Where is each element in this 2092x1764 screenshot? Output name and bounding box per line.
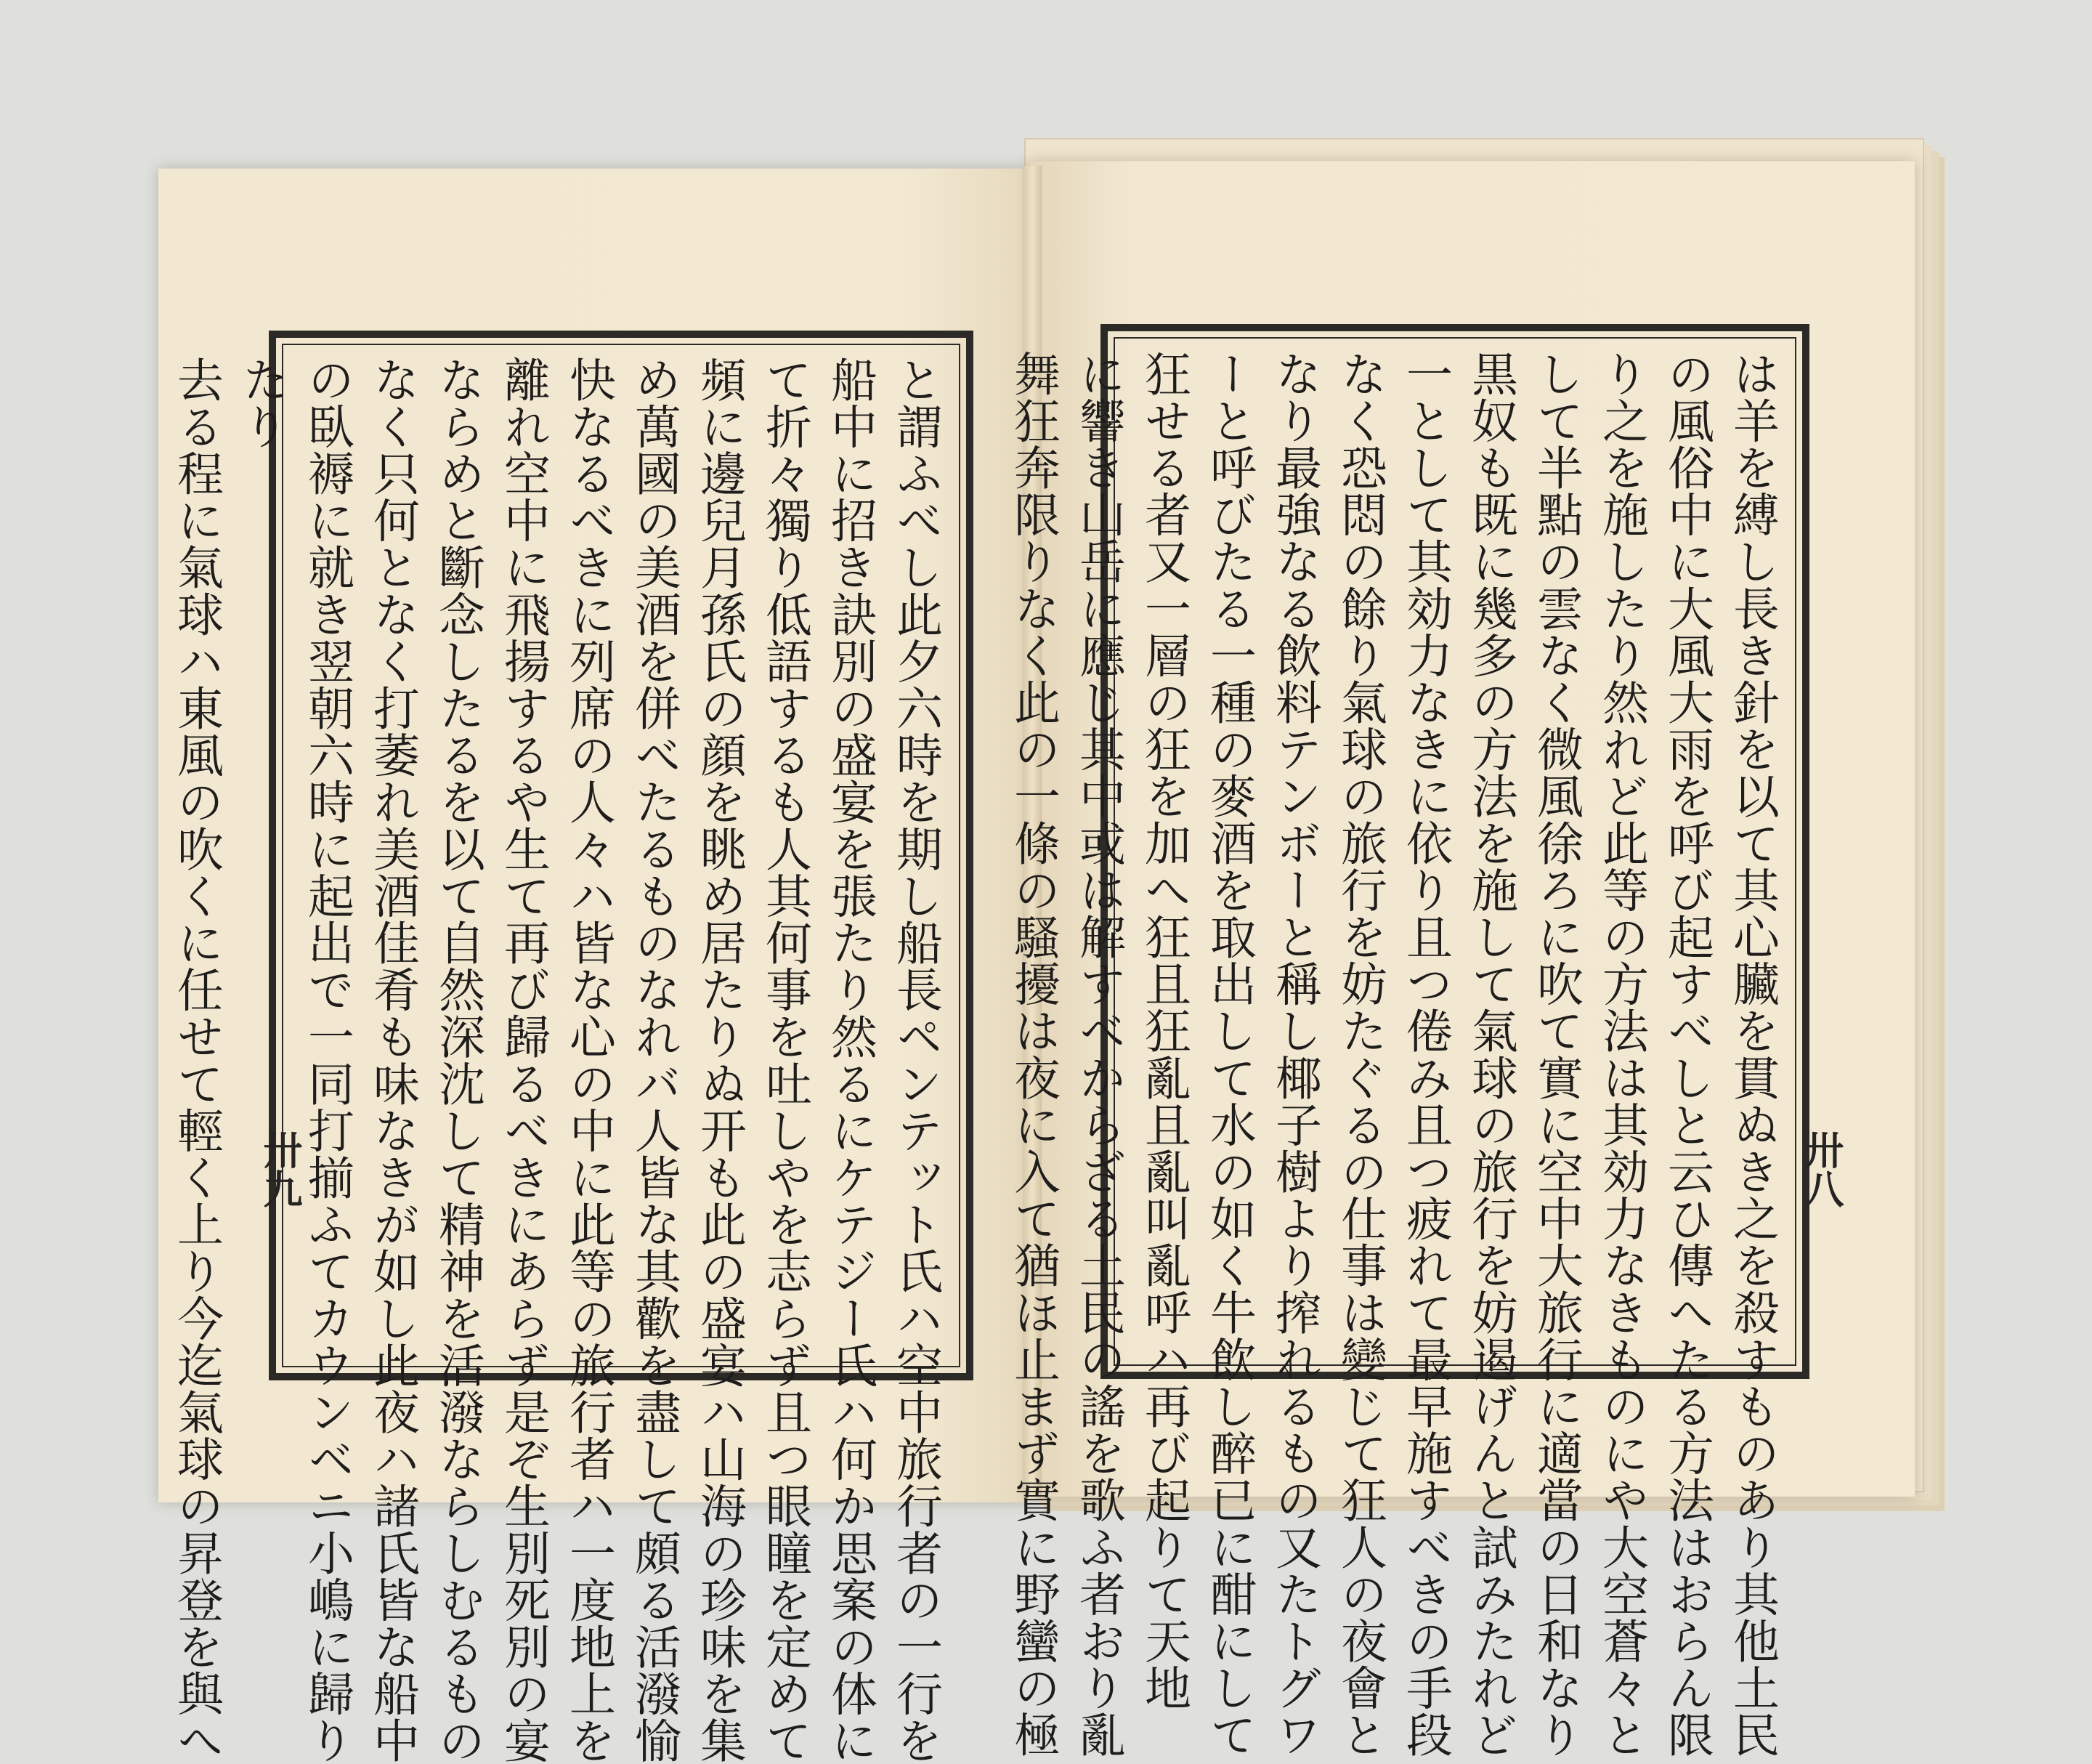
text-column: 黒奴も既に幾多の方法を施して氣球の旅行を妨遏げんと試みたれど — [1464, 350, 1517, 1758]
text-column: ならめと斷念したるを以て自然深沈して精神を活潑ならしむるもの — [431, 356, 485, 1764]
text-column: 去る程に氣球ハ東風の吹くに任せて輕く上り今迄氣球の昇登を與へ — [169, 356, 223, 1764]
text-column: り之を施したり然れど此等の方法は其効力なきものにや大空蒼々と — [1594, 350, 1648, 1758]
text-column: 舞狂奔限りなく此の一條の騷擾は夜に入て猶ほ止まず實に野蠻の極 — [1006, 350, 1060, 1758]
right-page-text — [1006, 350, 1785, 1758]
text-column: に響き山岳に應じ其中或は解すべからざる土民の謠を歌ふ者おり亂 — [1071, 350, 1125, 1758]
text-column: 離れ空中に飛揚するや生て再び歸るべきにあらず是ぞ生別死別の宴 — [496, 356, 550, 1764]
text-column: なり最強なる飲料テンボーと稱し椰子樹より搾れるもの又たトグワ — [1268, 350, 1321, 1758]
text-column: と謂ふべし此夕六時を期し船長ペンテット氏ハ空中旅行者の一行を — [888, 356, 942, 1764]
text-column: 船中に招き訣別の盛宴を張たり然るにケテジー氏ハ何か思案の体に — [823, 356, 877, 1764]
text-column: 狂せる者又一層の狂を加へ狂且狂亂且亂叫亂呼ハ再び起りて天地 — [1137, 350, 1191, 1712]
text-column: たり — [235, 356, 288, 450]
text-column: なく恐悶の餘り氣球の旅行を妨たぐるの仕事は變じて狂人の夜會と — [1333, 350, 1387, 1758]
text-column: て折々獨り低語するも人其何事を吐しやを志らず且つ眼瞳を定めて — [758, 356, 811, 1764]
left-page-number: 卅九 — [257, 1130, 304, 1208]
text-column: め萬國の美酒を併べたるものなれバ人皆な其歡を盡して頗る活潑愉 — [627, 356, 681, 1764]
text-column: の風俗中に大風大雨を呼び起すべしと云ひ傳へたる方法はおらん限 — [1660, 350, 1714, 1758]
text-column: の臥褥に就き翌朝六時に起出で一同打揃ふてカウンベニ小嶋に歸り — [300, 356, 354, 1764]
text-column: 一として其効力なきに依り且つ倦み且つ疲れて最早施すべきの手段 — [1398, 350, 1452, 1758]
text-column: ーと呼びたる一種の麥酒を取出して水の如く牛飲し醉已に酣にして — [1202, 350, 1256, 1758]
text-column: 快なるべきに列席の人々ハ皆な心の中に此等の旅行者ハ一度地上を — [561, 356, 615, 1764]
text-column: して半點の雲なく微風徐ろに吹て實に空中大旅行に適當の日和なり — [1529, 350, 1583, 1758]
text-column: 頻に邊兒月孫氏の顔を眺め居たりぬ开も此の盛宴ハ山海の珍味を集 — [692, 356, 746, 1764]
right-page-number: 卅八 — [1799, 1130, 1845, 1208]
text-column: なく只何となく打萎れ美酒佳肴も味なきが如し此夜ハ諸氏皆な船中 — [365, 356, 419, 1764]
text-column: は羊を縛し長き針を以て其心臟を貫ぬき之を殺すものあり其他土民 — [1725, 350, 1779, 1758]
